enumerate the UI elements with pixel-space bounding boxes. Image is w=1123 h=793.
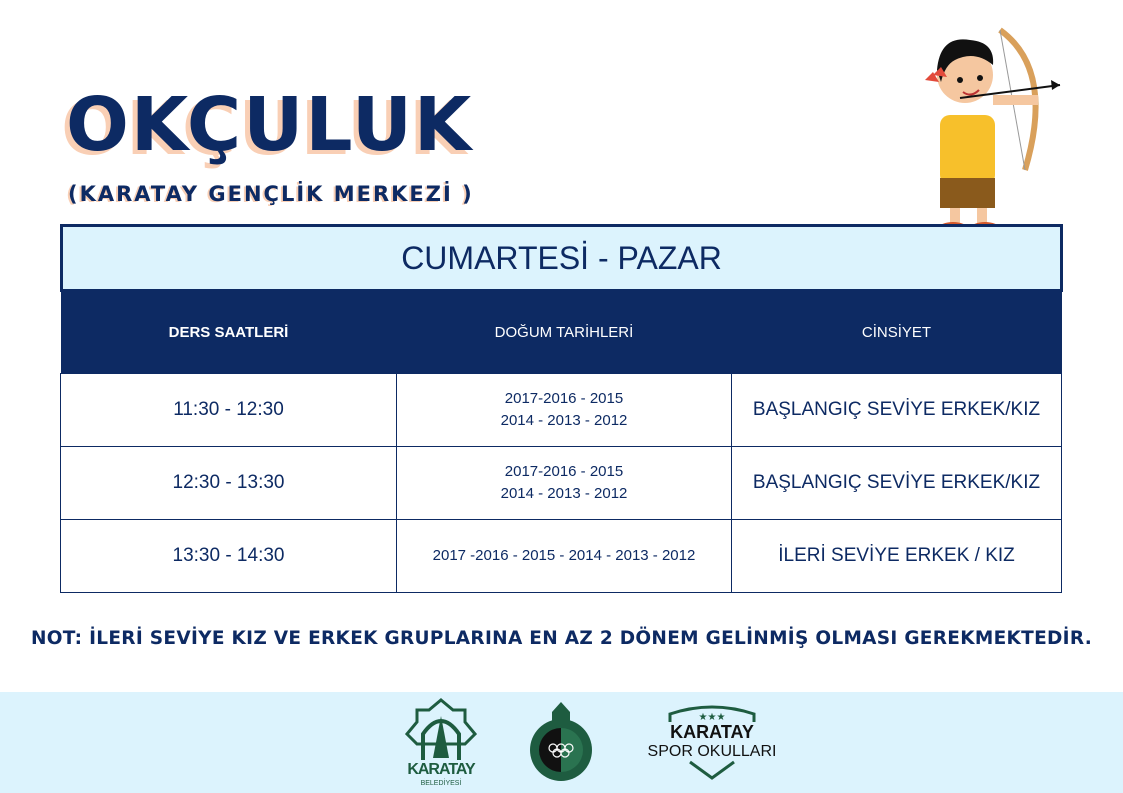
footer-logos <box>0 692 1123 793</box>
karatay-belediyespor-logo <box>528 700 594 784</box>
years-line: 2017-2016 - 2015 <box>504 390 624 407</box>
table-row <box>61 447 1062 520</box>
time-cell: 11:30 - 12:30 <box>61 374 397 447</box>
time-cell: 12:30 - 13:30 <box>61 447 397 520</box>
years-line: 2014 - 2013 - 2012 <box>500 485 628 502</box>
table-row <box>61 374 1062 447</box>
column-header-time: DERS SAATLERİ <box>61 291 397 374</box>
archer-boy-illustration <box>905 20 1065 235</box>
svg-text:KARATAY: KARATAY <box>407 761 475 778</box>
svg-text:★★★: ★★★ <box>698 712 726 723</box>
table-row <box>61 520 1062 593</box>
level-cell: BAŞLANGIÇ SEVİYE ERKEK/KIZ <box>732 374 1062 447</box>
note-text: NOT: İLERİ SEVİYE KIZ VE ERKEK GRUPLARINA EN AZ 2 DÖNEM GELİNMİŞ OLMASI GEREKMEKTEDİR. <box>30 628 1093 649</box>
birth-years-cell: 2017 -2016 - 2015 - 2014 - 2013 - 2012 <box>397 520 732 593</box>
level-cell: BAŞLANGIÇ SEVİYE ERKEK/KIZ <box>732 447 1062 520</box>
birth-years-cell <box>397 374 732 447</box>
schedule-table <box>60 291 1062 593</box>
table-header-row <box>61 291 1062 374</box>
years-line: 2014 - 2013 - 2012 <box>500 412 628 429</box>
schedule-days-banner: CUMARTESİ - PAZAR <box>60 224 1063 292</box>
years-line: 2017-2016 - 2015 <box>504 463 624 480</box>
level-cell: İLERİ SEVİYE ERKEK / KIZ <box>732 520 1062 593</box>
karatay-belediyesi-logo <box>405 698 477 788</box>
column-header-gender: CİNSİYET <box>732 291 1062 374</box>
birth-years-cell <box>397 447 732 520</box>
page-title: OKÇULUK <box>66 82 474 168</box>
time-cell: 13:30 - 14:30 <box>61 520 397 593</box>
svg-text:SPOR OKULLARI: SPOR OKULLARI <box>647 743 777 760</box>
svg-text:BELEDİYESİ: BELEDİYESİ <box>420 780 462 787</box>
svg-text:KARATAY: KARATAY <box>670 722 754 742</box>
page-subtitle: (KARATAY GENÇLİK MERKEZİ ) <box>68 182 474 206</box>
karatay-spor-okullari-logo <box>640 702 785 784</box>
column-header-birth-years: DOĞUM TARİHLERİ <box>397 291 732 374</box>
